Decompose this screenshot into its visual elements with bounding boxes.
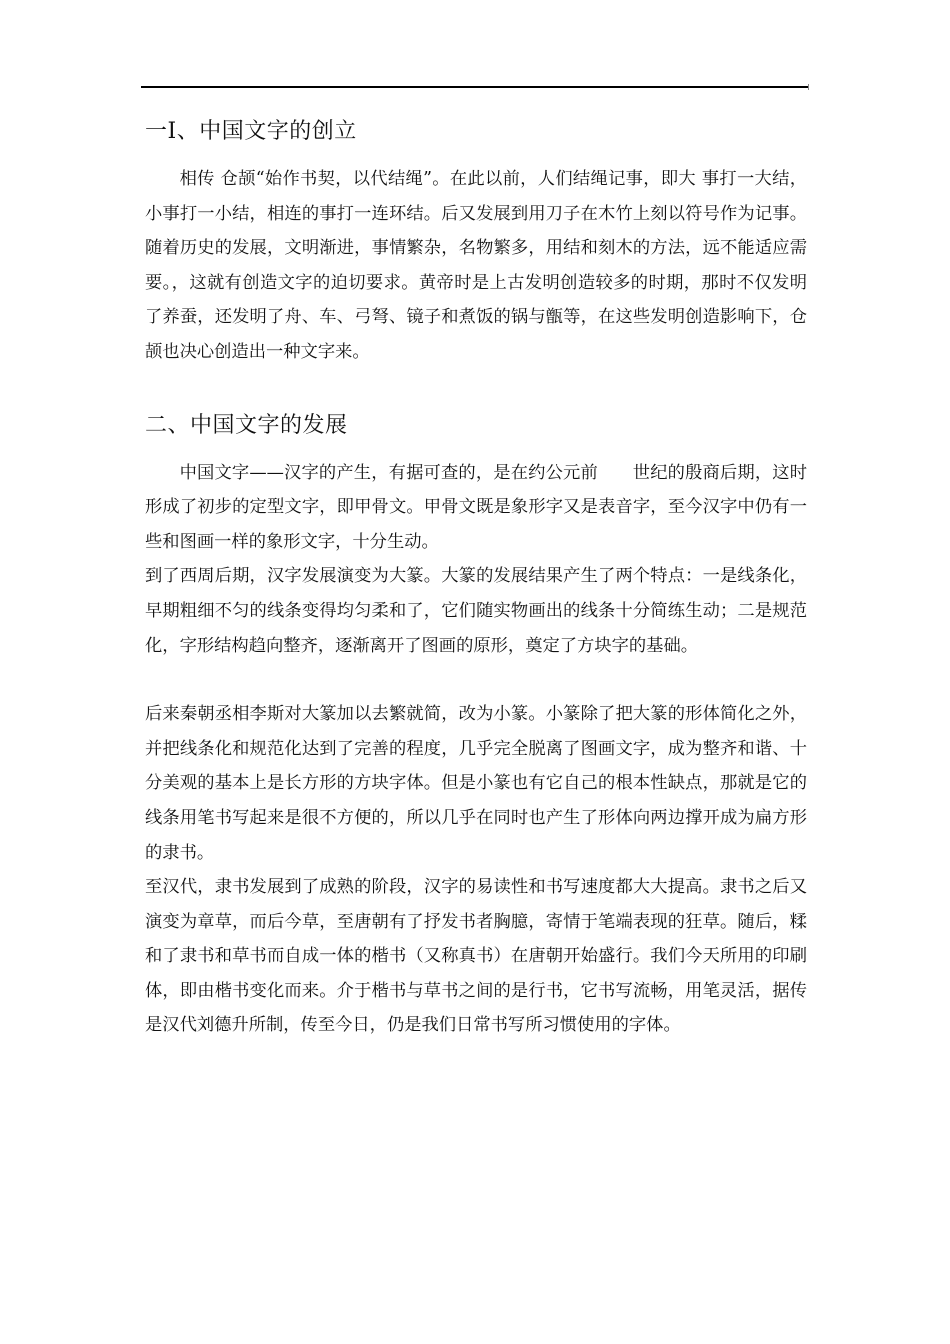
paragraph-clerical-regular: 至汉代，隶书发展到了成熟的阶段，汉字的易读性和书写速度都大大提高。隶书之后又演变为章草，而后今草，至唐朝有了抒发书者胸臆，寄情于笔端表现的狂草。随后，糅和了隶书和草书而自成一体的楷书（又称真书）在唐朝开始盛行。我们今天所用的印刷体，即由楷书变化而来。介于楷书与草书之间的是行书，它书写流畅，用笔灵活，据传是汉代刘德升所制，传至今日，仍是我们日常书写所习惯使用的字体。 (145, 877, 807, 1036)
paragraph-creation: 相传 仓颉“始作书契，以代结绳”。在此以前，人们结绳记事，即大 事打一大结，小事打一小结，相连的事打一连环结。后又发展到用刀子在木竹上刻以符号作为记事。随着历史的发展，文明渐进，事情繁杂，名物繁多，用结和刻木的方法，远不能适应需要。，这就有创造文字的迫切要求。黄帝时是上古发明创造较多的时期，那时不仅发明了养蚕，还发明了舟、车、弓弩、镜子和煮饭的锅与甑等，在这些发明创造影响下，仓颉也决心创造出一种文字来。 (145, 169, 807, 362)
paragraph-small-seal: 后来秦朝丞相李斯对大篆加以去繁就简，改为小篆。小篆除了把大篆的形体简化之外，并把线条化和规范化达到了完善的程度，几乎完全脱离了图画文字，成为整齐和谐、十分美观的基本上是长方形的方块字体。但是小篆也有它自己的根本性缺点，那就是它的线条用笔书写起来是很不方便的，所以几乎在同时也产生了形体向两边撑开成为扁方形的隶书。 (145, 704, 807, 863)
section-heading-development: 二、中国文字的发展 (145, 412, 348, 438)
paragraph-spacer (145, 663, 807, 697)
paragraph-great-seal: 到了西周后期，汉字发展演变为大篆。大篆的发展结果产生了两个特点：一是线条化，早期粗细不匀的线条变得均匀柔和了，它们随实物画出的线条十分简练生动；二是规范化，字形结构趋向整齐，逐渐离开了图画的原形，奠定了方块字的基础。 (145, 566, 807, 656)
section-heading-creation: 一Ⅰ、中国文字的创立 (145, 119, 357, 144)
document-body (145, 112, 807, 1043)
paragraph-oracle-bone: 中国文字——汉字的产生，有据可查的，是在约公元前 世纪的殷商后期，这时形成了初步的定型文字，即甲骨文。甲骨文既是象形字又是表音字，至今汉字中仍有一些和图画一样的象形文字，十分生动。 (145, 462, 807, 552)
header-rule-end-mark (808, 84, 809, 90)
header-rule (141, 86, 808, 88)
